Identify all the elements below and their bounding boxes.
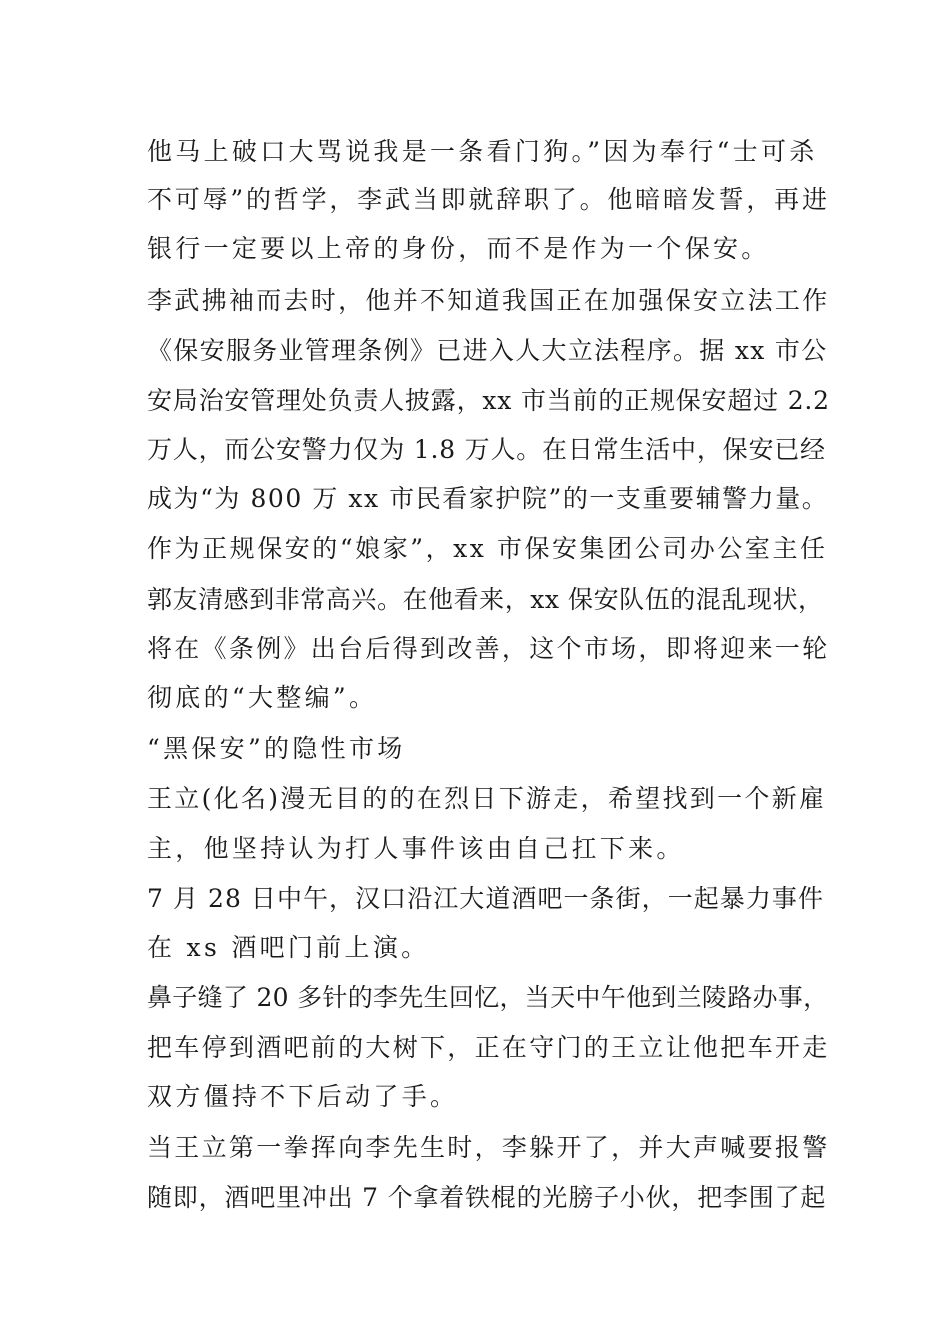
text-line: 当王立第一拳挥向李先生时，李躲开了，并大声喊要报警	[147, 1133, 830, 1162]
text-line: 鼻子缝了 20 多针的李先生回忆，当天中午他到兰陵路办事，	[147, 983, 829, 1012]
text-line: 主，他坚持认为打人事件该由自己扛下来。	[147, 834, 685, 863]
text-line: 郭友清感到非常高兴。在他看来，xx 保安队伍的混乱现状，	[147, 585, 824, 614]
text-line: 银行一定要以上帝的身份，而不是作为一个保安。	[147, 234, 770, 263]
text-line: 不可辱”的哲学，李武当即就辞职了。他暗暗发誓，再进	[147, 185, 830, 214]
text-line: 把车停到酒吧前的大树下，正在守门的王立让他把车开走	[147, 1033, 830, 1062]
text-line: 彻底的“大整编”。	[147, 683, 378, 712]
text-line: 安局治安管理处负责人披露，xx 市当前的正规保安超过 2.2	[147, 386, 830, 415]
text-line: 作为正规保安的“娘家”，xx 市保安集团公司办公室主任	[147, 534, 828, 563]
text-line: 7 月 28 日中午，汉口沿江大道酒吧一条街，一起暴力事件	[147, 884, 825, 913]
text-line: 随即，酒吧里冲出 7 个拿着铁棍的光膀子小伙，把李围了起	[147, 1183, 827, 1212]
text-line: 王立(化名)漫无目的的在烈日下游走，希望找到一个新雇	[147, 784, 827, 813]
text-line: 在 xs 酒吧门前上演。	[147, 933, 430, 962]
text-line: 双方僵持不下后动了手。	[147, 1082, 459, 1111]
text-line: 成为“为 800 万 xx 市民看家护院”的一支重要辅警力量。	[147, 484, 829, 513]
text-line: 将在《条例》出台后得到改善，这个市场，即将迎来一轮	[147, 634, 830, 663]
section-heading: “黑保安”的隐性市场	[147, 734, 406, 763]
text-line: 李武拂袖而去时，他并不知道我国正在加强保安立法工作	[147, 286, 830, 315]
text-line: 他马上破口大骂说我是一条看门狗。”因为奉行“士可杀	[147, 137, 818, 166]
text-line: 《保安服务业管理条例》已进入人大立法程序。据 xx 市公	[147, 336, 828, 365]
text-line: 万人，而公安警力仅为 1.8 万人。在日常生活中，保安已经	[147, 435, 826, 464]
